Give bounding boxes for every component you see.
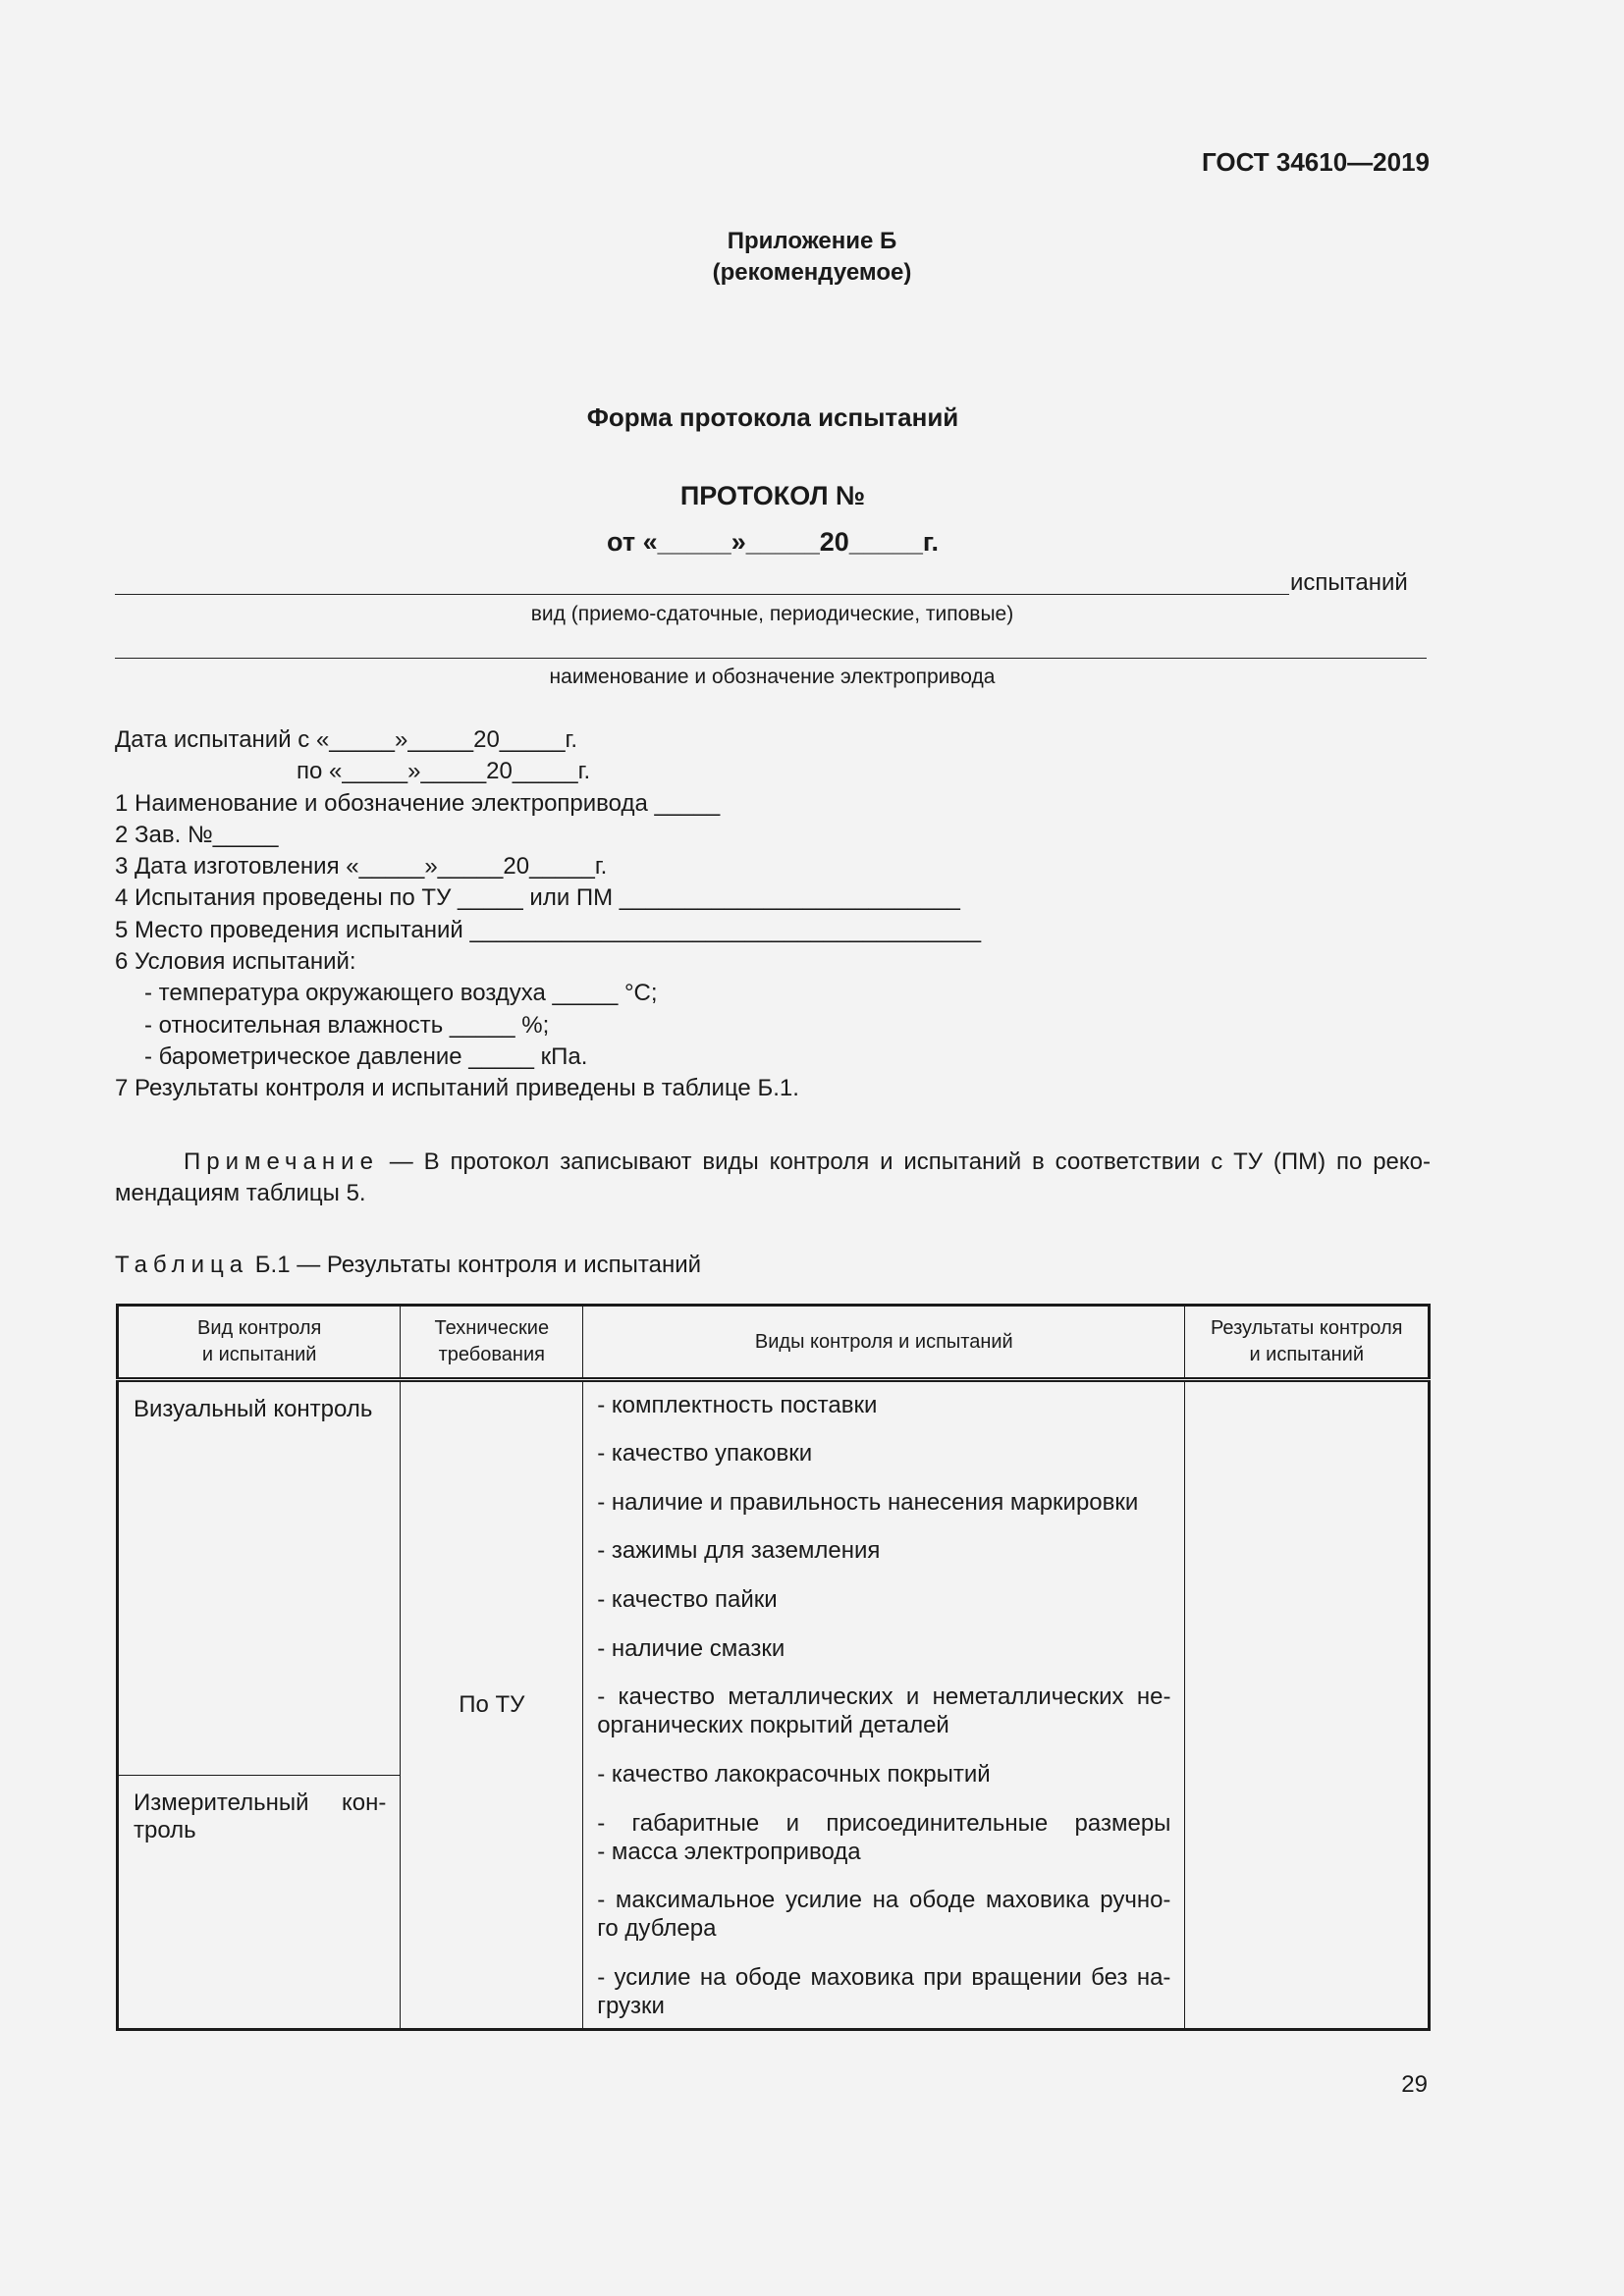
test-type-suffix: испытаний [1290,569,1408,596]
control-item: - наличие и правильность нанесения маркировки [597,1489,1139,1516]
control-item: - качество лакокрасочных покрытий [597,1761,991,1788]
header-control-type: Вид контроля и испытаний [118,1306,401,1380]
category-measuring-line2: троль [134,1817,196,1843]
field-item-6: 6 Условия испытаний: [115,948,356,976]
field-item-3: 3 Дата изготовления «_____»_____20_____г. [115,853,608,881]
appendix-title: Приложение Б [727,228,897,254]
appendix-subtitle: (рекомендуемое) [712,259,912,286]
control-item: - усилие на ободе маховика при вращении без на- [597,1964,1171,1991]
control-item-continuation: грузки [597,1993,665,2019]
table-caption-label: Таблица [115,1252,249,1278]
control-item: - комплектность поставки [597,1392,878,1418]
control-item-continuation: органических покрытий деталей [597,1712,949,1738]
field-item-5: 5 Место проведения испытаний _______________________________________ [115,916,982,943]
field-item-6b: - относительная влажность _____ %; [144,1011,550,1039]
note-text: — В протокол записывают виды контроля и испытаний в соответствии с ТУ (ПМ) по реко-мендациям таблицы 5. [115,1148,1431,1206]
note-paragraph [115,1147,1431,1209]
header-results: Результаты контроля и испытаний [1185,1306,1430,1380]
control-item-continuation: го дублера [597,1915,717,1942]
category-divider [119,1775,400,1776]
test-type-blank-line[interactable] [115,594,1289,595]
page-number: 29 [1401,2071,1428,2098]
protocol-fields [115,724,981,1105]
protocol-date-line: от «_____»_____20_____г. [607,527,939,557]
control-item: - качество упаковки [597,1440,813,1467]
document-code: ГОСТ 34610—2019 [1202,147,1430,177]
field-item-1: 1 Наименование и обозначение электропривода _____ [115,789,721,817]
drive-name-blank-line[interactable] [115,658,1427,659]
field-item-2: 2 Зав. №_____ [115,821,279,848]
table-row [118,1380,1430,2030]
field-item-4: 4 Испытания проведены по ТУ _____ или ПМ __________________________ [115,884,960,912]
control-item: - качество пайки [597,1586,778,1613]
protocol-title: ПРОТОКОЛ № [679,481,866,510]
control-item: - масса электропривода [597,1839,861,1865]
form-title: Форма протокола испытаний [586,402,959,432]
control-item: - зажимы для заземления [597,1537,881,1564]
table-header-row [118,1306,1430,1380]
drive-name-caption: наименование и обозначение электропривода [549,666,996,688]
results-cell[interactable] [1185,1380,1430,2030]
control-item: - максимальное усилие на ободе маховика ручно- [597,1887,1171,1913]
field-item-6a: - температура окружающего воздуха _____ °С; [144,980,658,1007]
field-item-6c: - барометрическое давление _____ кПа. [144,1042,588,1070]
control-item: - качество металлических и неметаллических не- [597,1683,1171,1710]
table-caption [115,1252,701,1279]
header-tech-requirements: Технические требования [401,1306,583,1380]
control-item: - габаритные и присоединительные размеры [597,1810,1171,1837]
results-table [116,1304,1431,2031]
test-type-caption: вид (приемо-сдаточные, периодические, типовые) [530,603,1014,625]
header-control-kinds: Виды контроля и испытаний [583,1306,1185,1380]
field-date-from: Дата испытаний с «_____»_____20_____г. [115,726,578,753]
field-item-7: 7 Результаты контроля и испытаний приведены в таблице Б.1. [115,1075,799,1102]
control-items-cell [583,1380,1185,2030]
category-cell [118,1380,401,2030]
table-caption-text: Б.1 — Результаты контроля и испытаний [248,1252,702,1278]
control-item: - наличие смазки [597,1635,785,1662]
note-label: Примечание [184,1148,379,1175]
category-visual: Визуальный контроль [134,1396,373,1422]
requirements-cell: По ТУ [401,1380,583,2030]
field-date-to: по «_____»_____20_____г. [297,758,591,785]
category-measuring-line1: Измерительный кон- [134,1789,387,1816]
